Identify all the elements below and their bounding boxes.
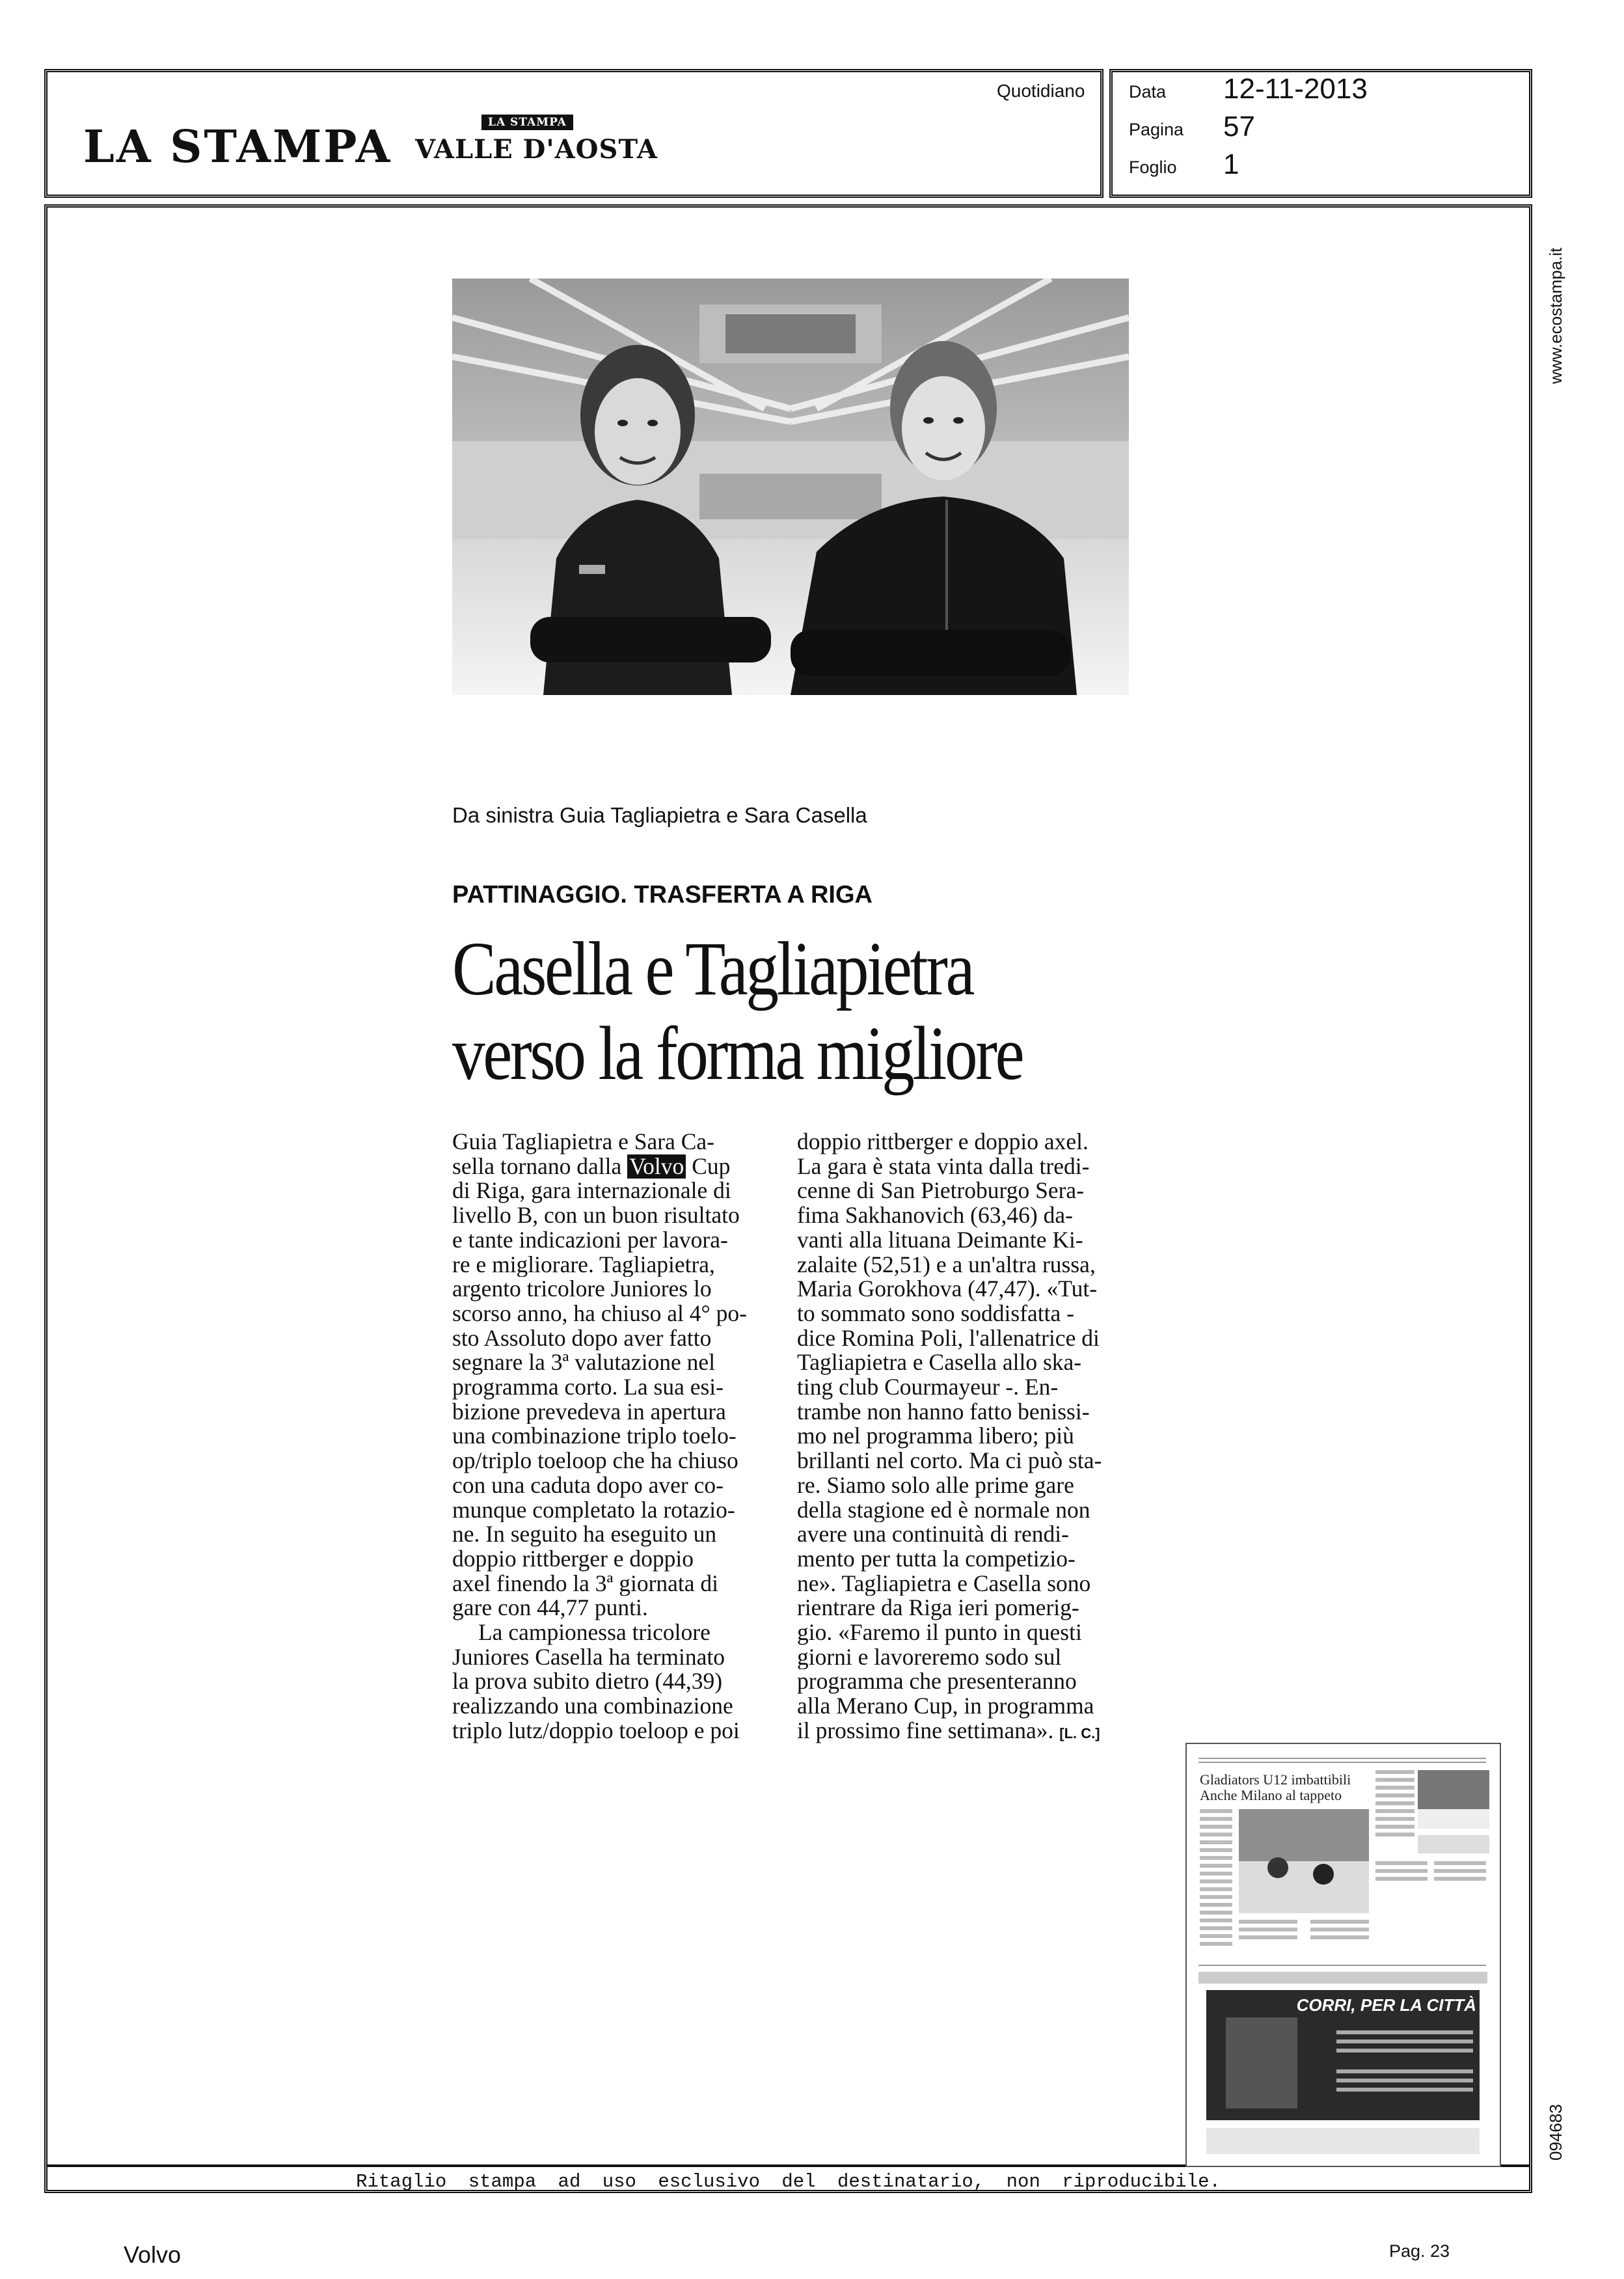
text-line: giorni e lavoreremo sodo sul — [797, 1644, 1062, 1670]
document-code: 094683 — [1546, 2104, 1565, 2161]
text-line: realizzando una combinazione — [452, 1694, 733, 1719]
text-line: to sommato sono soddisfatta - — [797, 1301, 1074, 1326]
reproduction-notice: Ritaglio stampa ad uso esclusivo del destinatario, non riproducibile. — [356, 2171, 1221, 2192]
text-line: rientrare da Riga ieri pomerig- — [797, 1596, 1079, 1621]
text-line: alla Merano Cup, in programma — [797, 1694, 1094, 1719]
foglio-value: 1 — [1223, 148, 1239, 180]
text-line: programma corto. La sua esi- — [452, 1375, 724, 1400]
source-url: www.ecostampa.it — [1546, 247, 1565, 384]
text-line: zalaite (52,51) e a un'altra russa, — [797, 1252, 1096, 1277]
text-line: re. Siamo solo alle prime gare — [797, 1473, 1074, 1498]
text-line: programma che presenteranno — [797, 1669, 1077, 1695]
text-line: livello B, con un buon risultato — [452, 1203, 740, 1228]
text-line: cenne di San Pietroburgo Sera- — [797, 1179, 1085, 1204]
brand-highlight: Volvo — [627, 1154, 686, 1179]
pagina-label: Pagina — [1129, 120, 1184, 139]
text-line: doppio rittberger e doppio — [452, 1546, 694, 1572]
data-value: 12-11-2013 — [1223, 73, 1368, 105]
text-line: triplo lutz/doppio toeloop e poi — [452, 1718, 740, 1743]
text-line: avere una continuità di rendi- — [797, 1522, 1069, 1547]
text-line: op/triplo toeloop che ha chiuso — [452, 1449, 738, 1473]
text-line: vanti alla lituana Deimante Ki- — [797, 1227, 1083, 1253]
text-line: Tagliapietra e Casella allo ska- — [797, 1350, 1082, 1376]
text-line: munque completato la rotazio- — [452, 1497, 735, 1523]
text-line: ne». Tagliapietra e Casella sono — [797, 1571, 1091, 1596]
pagina-value: 57 — [1223, 111, 1255, 143]
text-line: segnare la 3ª valutazione nel — [452, 1350, 716, 1376]
text-line: scorso anno, ha chiuso al 4° po- — [452, 1301, 747, 1326]
text-line: gare con 44,77 punti. — [452, 1596, 648, 1621]
text-line: brillanti nel corto. Ma ci può sta- — [797, 1449, 1102, 1473]
publication-type: Quotidiano — [997, 81, 1085, 101]
text-line: Juniores Casella ha terminato — [452, 1644, 725, 1670]
text-line: di Riga, gara internazionale di — [452, 1179, 731, 1204]
region-edition: VALLE D'AOSTA — [415, 134, 658, 165]
article-column-1 — [452, 1130, 766, 1743]
thumb-headline-1: Gladiators U12 imbattibili — [1200, 1771, 1351, 1788]
text-line: axel finendo la 3ª giornata di — [452, 1571, 719, 1596]
client-name: Volvo — [124, 2241, 182, 2268]
page-number: Pag. 23 — [1389, 2241, 1450, 2261]
text-line: gio. «Faremo il punto in questi — [797, 1620, 1082, 1645]
text-line: della stagione ed è normale non — [797, 1497, 1090, 1523]
document-code-vertical — [1533, 2069, 1575, 2167]
text-line: una combinazione triplo toelo- — [452, 1424, 737, 1449]
text-line: bizione prevedeva in apertura — [452, 1399, 726, 1425]
article-column-2 — [797, 1130, 1129, 1746]
text-line: La gara è stata vinta dalla tredi- — [797, 1154, 1090, 1179]
newspaper-logo: LA STAMPA — [83, 121, 392, 173]
text-line: la prova subito dietro (44,39) — [452, 1669, 723, 1695]
headline-line: verso la forma migliore — [452, 1011, 1023, 1096]
thumb-ad-title: CORRI, PER LA CITTÀ — [1296, 1995, 1476, 2015]
thumb-headline-2: Anche Milano al tappeto — [1200, 1787, 1342, 1803]
data-label: Data — [1129, 82, 1167, 102]
text-line: argento tricolore Juniores lo — [452, 1277, 712, 1302]
article-headline — [452, 927, 1057, 1096]
article-kicker: PATTINAGGIO. TRASFERTA A RIGA — [452, 881, 873, 908]
text-line: La campionessa tricolore — [478, 1620, 710, 1645]
text-line: fima Sakhanovich (63,46) da- — [797, 1203, 1073, 1228]
text-line: dice Romina Poli, l'allenatrice di — [797, 1326, 1100, 1351]
text-line: Guia Tagliapietra e Sara Ca- — [452, 1130, 714, 1154]
text-line: e tante indicazioni per lavora- — [452, 1227, 728, 1253]
text-line: sella tornano dalla Volvo Cup — [452, 1154, 731, 1179]
foglio-label: Foglio — [1129, 157, 1177, 177]
article-photo — [452, 279, 1129, 695]
author-signature: [L. C.] — [1059, 1725, 1100, 1741]
text-line: ne. In seguito ha eseguito un — [452, 1522, 717, 1547]
source-url-vertical — [1533, 221, 1575, 390]
text-line: Maria Gorokhova (47,47). «Tut- — [797, 1277, 1098, 1302]
logo-tag: LA STAMPA — [481, 115, 573, 130]
text-line: il prossimo fine settimana». [L. C.] — [797, 1718, 1100, 1743]
text-line: mo nel programma libero; più — [797, 1424, 1074, 1449]
text-line: ting club Courmayeur -. En- — [797, 1375, 1059, 1400]
page-thumbnail — [1185, 1743, 1501, 2167]
text-line: trambe non hanno fatto benissi- — [797, 1399, 1090, 1425]
text-line: sto Assoluto dopo aver fatto — [452, 1326, 712, 1351]
photo-caption: Da sinistra Guia Tagliapietra e Sara Casella — [452, 803, 867, 827]
text-line: mento per tutta la competizio- — [797, 1546, 1076, 1572]
headline-line: Casella e Tagliapietra — [452, 926, 973, 1011]
text-line: doppio rittberger e doppio axel. — [797, 1130, 1089, 1154]
text-line: con una caduta dopo aver co- — [452, 1473, 724, 1498]
text-line: re e migliorare. Tagliapietra, — [452, 1252, 715, 1277]
